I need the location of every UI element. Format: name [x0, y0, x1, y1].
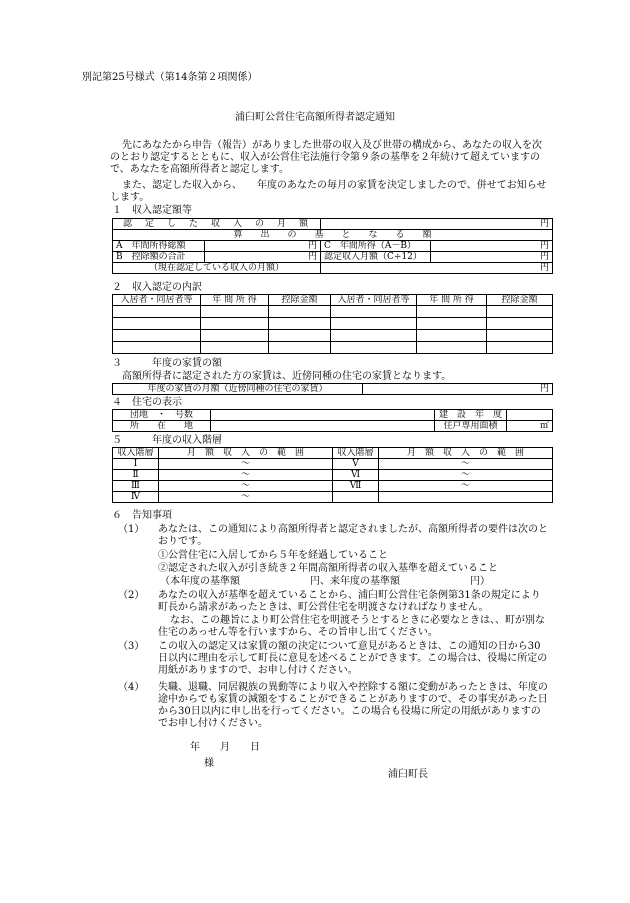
range-tilde: ～: [379, 459, 553, 470]
notice-2-text-2: なお、この趣旨により町公営住宅を明渡そうとするときに必要なときは、、町が別な住宅のあっせん等を行いますから、その旨申し出てください。: [158, 615, 545, 638]
annual-income-label: A 年間所得総額: [113, 241, 205, 252]
built-year-label: 建 設 年 度: [435, 410, 507, 421]
yen-unit: 円: [321, 219, 553, 230]
section-4-heading: ４ 住宅の表示: [112, 397, 182, 408]
column-header: 控除金額: [487, 295, 553, 306]
notice-2-text: あなたの収入が基準を超えていることから、浦臼町公営住宅条例第31条の規定により町長から請求があったときは、町公営住宅を明渡さなければなりません。: [158, 590, 541, 613]
table-row: [113, 481, 553, 492]
table-row: [113, 330, 553, 342]
range-tilde: ～: [159, 492, 333, 503]
table-header-row: [113, 295, 553, 306]
column-header: 控除金額: [269, 295, 331, 306]
level-label: Ⅰ: [113, 459, 159, 470]
rent-table: [112, 383, 553, 395]
column-header: 月 額 収 入 の 範 囲: [379, 448, 553, 459]
address-label: 所 在 地: [113, 421, 211, 432]
notice-4-text: 失職、退職、同居親族の異動等により収入や控除する額に変動があったときは、年度の途中からでも家賃の減額をすることができることがありますので、その事実があった日から30日以内に申し出を行ってください。この場合も役場に所定の用紙がありますのでお申し付けください。: [158, 682, 548, 729]
yen-unit: 円: [205, 241, 321, 252]
mayor-signature: 浦臼町長: [388, 769, 428, 780]
table-row: [113, 219, 553, 230]
table-row: [113, 342, 553, 354]
table-row: [113, 470, 553, 481]
area-label: 住戸専用面積: [435, 421, 507, 432]
level-label: Ⅶ: [333, 481, 379, 492]
notice-3-text: この収入の認定又は家賃の額の決定について意見があるときは、この通知の日から30日以内に理由を示して町長に意見を述べることができます。この場合は、役場に所定の用紙がありますので、お申し付けください。: [158, 641, 548, 676]
yen-unit: 円: [363, 384, 553, 395]
current-income-label: （現在認定している収入の月額）: [113, 263, 321, 274]
intro-paragraph-2: また、認定した収入から、 年度のあなたの毎月の家賃を決定しましたので、併せてお知らせします。: [110, 180, 547, 203]
danchi-label: 団地 ・ 号数: [113, 410, 211, 421]
range-tilde: ～: [379, 481, 553, 492]
column-header: 年 間 所 得: [201, 295, 269, 306]
notice-3-mark: （3）: [118, 641, 145, 652]
income-level-table: [112, 447, 553, 503]
table-row: [113, 252, 553, 263]
section-1-heading: １ 収入認定額等: [112, 205, 192, 216]
basis-label: 算 出 の 基 と な る 額: [113, 230, 553, 241]
column-header: 入居者・同居者等: [113, 295, 201, 306]
monthly-income-label: 認 定 し た 収 入 の 月 額: [113, 219, 321, 230]
range-tilde: ～: [159, 481, 333, 492]
column-header: 収入階層: [113, 448, 159, 459]
column-header: 収入階層: [333, 448, 379, 459]
column-header: 年 間 所 得: [417, 295, 487, 306]
notice-1-text: あなたは、この通知により高額所得者と認定されましたが、高額所得者の要件は次のとおりです。: [158, 524, 548, 547]
yen-unit: 円: [431, 252, 553, 263]
range-tilde: ～: [159, 459, 333, 470]
breakdown-table: [112, 294, 553, 354]
net-income-label: C 年間所得（A－B）: [321, 241, 431, 252]
table-row: [113, 318, 553, 330]
column-header: 月 額 収 入 の 範 囲: [159, 448, 333, 459]
table-row: [113, 421, 553, 432]
income-table: [112, 218, 553, 274]
section-5-heading: ５ 年度の収入階層: [112, 435, 222, 446]
notice-4-mark: （4）: [118, 682, 145, 693]
table-row: [113, 306, 553, 318]
yen-unit: 円: [321, 263, 553, 274]
section-3-text: 高額所得者に認定された方の家賃は、近傍同種の住宅の家賃となります。: [122, 371, 452, 382]
level-label: Ⅲ: [113, 481, 159, 492]
level-label: Ⅵ: [333, 470, 379, 481]
deduction-label: B 控除額の合計: [113, 252, 205, 263]
table-header-row: [113, 448, 553, 459]
notice-1-mark: （1）: [118, 524, 145, 535]
level-label: Ⅱ: [113, 470, 159, 481]
notice-2-mark: （2）: [118, 590, 145, 601]
level-label: Ⅴ: [333, 459, 379, 470]
section-6-heading: ６ 告知事項: [112, 510, 172, 521]
monthly-recognized-label: 認定収入月額（C÷12）: [321, 252, 431, 263]
level-label: Ⅳ: [113, 492, 159, 503]
intro-paragraph-1: 先にあなたから申告（報告）がありました世帯の収入及び世帯の構成から、あなたの収入を次のとおり認定するとともに、収入が公営住宅法施行令第９条の基準を２年続けて超えていますので、あなたを高額所得者と認定します。: [110, 140, 542, 175]
notice-1-standard: （本年度の基準額 円、来年度の基準額 円）: [160, 576, 490, 587]
rent-label: 年度の家賃の月額（近傍同種の住宅の家賃）: [113, 384, 363, 395]
notice-1-item-a: ①公営住宅に入居してから５年を経過していること: [158, 550, 388, 561]
table-row: [113, 459, 553, 470]
table-row: [113, 241, 553, 252]
table-row: [113, 384, 553, 395]
addressee-sama: 様: [204, 758, 214, 769]
yen-unit: 円: [431, 241, 553, 252]
column-header: 入居者・同居者等: [331, 295, 417, 306]
form-number: 別記第25号様式（第14条第２項関係）: [82, 72, 258, 83]
range-tilde: ～: [159, 470, 333, 481]
table-row: [113, 263, 553, 274]
section-2-heading: ２ 収入認定の内訳: [112, 282, 202, 293]
date-field: 年 月 日: [190, 742, 260, 753]
table-row: [113, 230, 553, 241]
notice-1-item-b: ②認定された収入が引き続き２年間高額所得者の収入基準を超えていること: [158, 563, 498, 574]
range-tilde: ～: [379, 470, 553, 481]
section-3-heading: ３ 年度の家賃の額: [112, 358, 222, 369]
table-row: [113, 492, 553, 503]
housing-table: [112, 409, 553, 432]
yen-unit: 円: [205, 252, 321, 263]
area-unit: ㎡: [507, 421, 553, 432]
table-row: [113, 410, 553, 421]
document-title: 浦臼町公営住宅高額所得者認定通知: [235, 112, 395, 123]
